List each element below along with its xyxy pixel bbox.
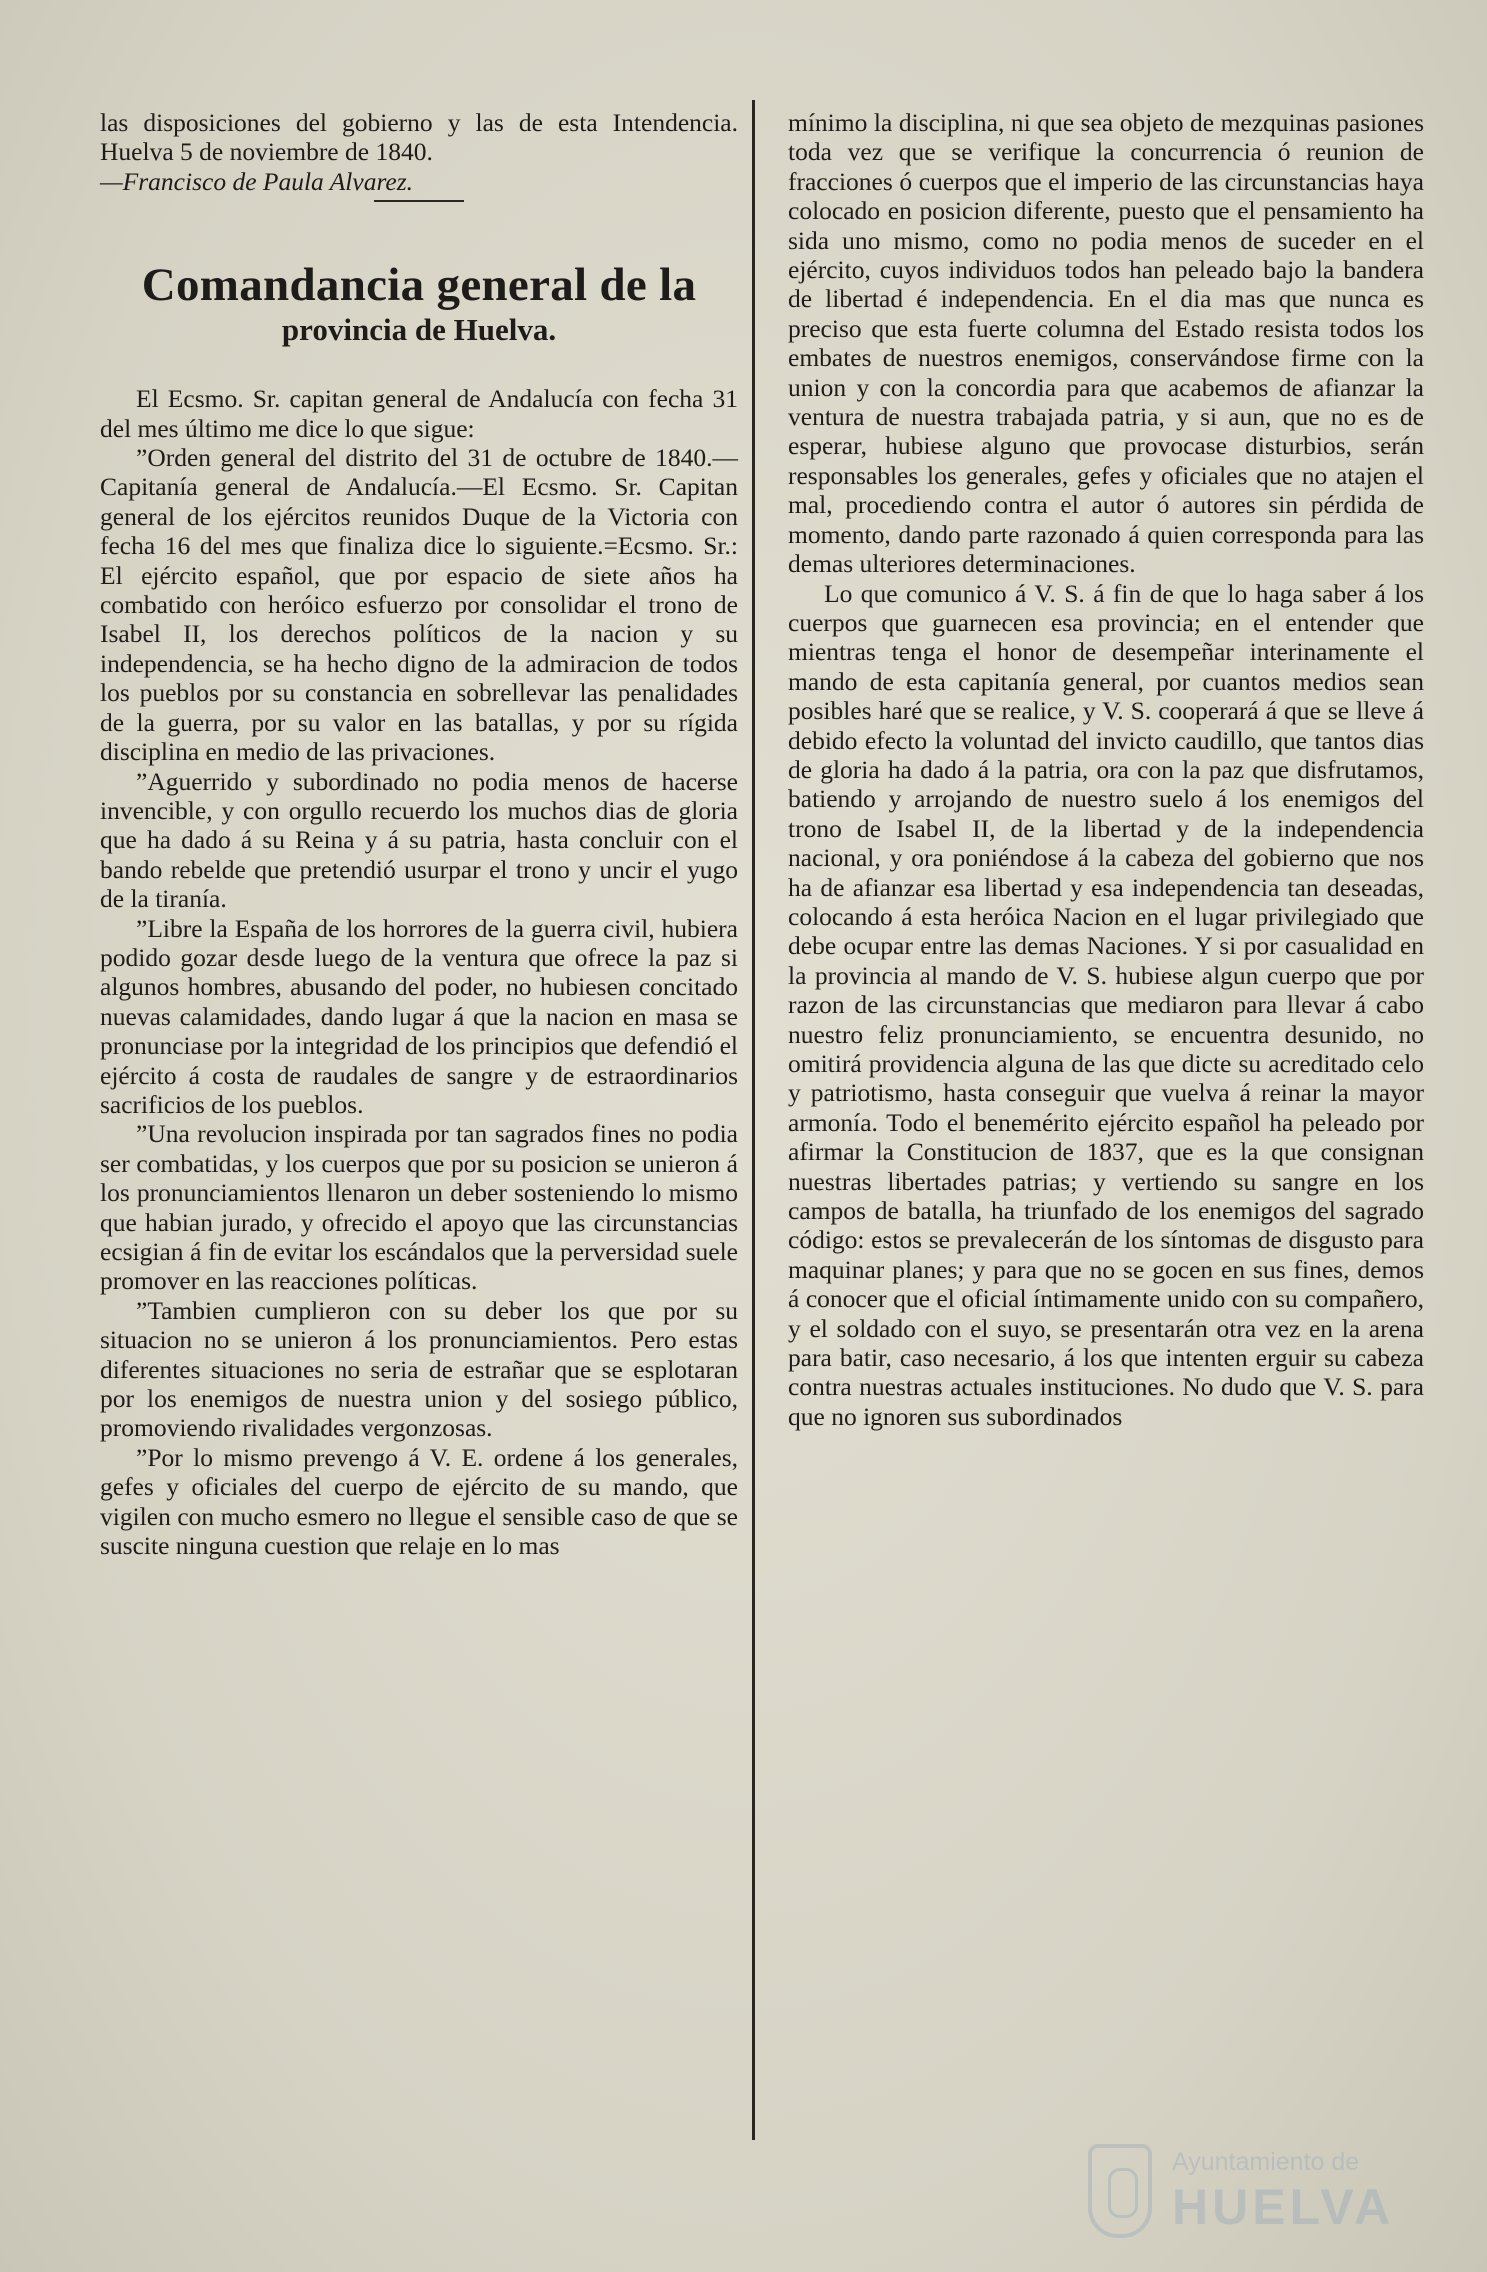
- paragraph: ”Por lo mismo prevengo á V. E. ordene á los generales, gefes y oficiales del cuerpo de ejército de su mando, que vigilen con mucho esmero no llegue el sensible caso de que se suscite ninguna cuestion que relaje en lo mas: [100, 1442, 738, 1561]
- signature: —Francisco de Paula Alvarez.: [100, 166, 414, 196]
- left-column: [100, 108, 738, 1560]
- headline-title: Comandancia general de la: [141, 259, 697, 312]
- section-divider: [374, 200, 464, 202]
- paragraph: ”Libre la España de los horrores de la guerra civil, hubiera podido gozar desde luego de la ventura que ofrece la paz si algunos hombres, abusando del poder, no hubiesen concitado nuevas calamidades, dando lugar á que la nacion en masa se pronunciase por la integridad de los principios que defendió el ejército á costa de raudales de sangre y de estraordinarios sacrificios de los pueblos.: [100, 913, 738, 1119]
- intro-text: las disposiciones del gobierno y las de esta Intendencia. Huelva 5 de noviembre de 1840.: [100, 108, 738, 167]
- section-headline: [100, 258, 738, 348]
- paragraph: ”Orden general del distrito del 31 de octubre de 1840.—Capitanía general de Andalucía.—El Ecsmo. Sr. Capitan general de los ejércitos reunidos Duque de la Victoria con fecha 16 del mes que finaliza dice lo siguiente.=Ecsmo. Sr.: El ejército español, que por espacio de siete años ha combatido con heróico esfuerzo por consolidar el trono de Isabel II, los derechos políticos de la nacion y su independencia, se ha hecho digno de la admiracion de todos los pueblos por su constancia en sobrellevar las penalidades de la guerra, por su valor en las batallas, y por su rígida disciplina en medio de las privaciones.: [100, 443, 738, 767]
- shield-icon: [1088, 2144, 1152, 2238]
- paragraph: ”Aguerrido y subordinado no podia menos de hacerse invencible, y con orgullo recuerdo los muchos dias de gloria que ha dado á su Reina y á su patria, hasta concluir con el bando rebelde que pretendió usurpar el trono y uncir el yugo de la tiranía.: [100, 766, 738, 914]
- watermark-line1: Ayuntamiento de: [1172, 2148, 1360, 2176]
- headline-subtitle: provincia de Huelva.: [281, 312, 557, 348]
- watermark-line2: HUELVA: [1172, 2179, 1395, 2235]
- paragraph: Lo que comunico á V. S. á fin de que lo haga saber á los cuerpos que guarnecen esa provincia; en el entender que mientras tenga el honor de desempeñar interinamente el mando de esta capitanía general, por cuantos medios sean posibles haré que se realice, y V. S. cooperará á que se lleve á debido efecto la voluntad del invicto caudillo, que tantos dias de gloria ha dado á la patria, ora con la paz que disfrutamos, batiendo y arrojando de nuestro suelo á los enemigos del trono de Isabel II, de la libertad y de la independencia nacional, y ora poniéndose á la cabeza del gobierno que nos ha de afianzar esa libertad y esa independencia tan deseadas, colocando á esta heróica Nacion en el lugar privilegiado que debe ocupar entre las demas Naciones. Y si por casualidad en la provincia al mando de V. S. hubiese algun cuerpo que por razon de las circunstancias que mediaron para llevar á cabo nuestro feliz pronunciamiento, se encuentra desunido, no omitirá providencia alguna de las que dicte su acreditado celo y patriotismo, hasta conseguir que vuelva á reinar la mayor armonía. Todo el benemérito ejército español ha peleado por afirmar la Constitucion de 1837, que es la que consignan nuestras libertades patrias; y vertiendo su sangre en los campos de batalla, ha triunfado de los enemigos del sagrado código: estos se prevalecerán de los síntomas de disgusto para maquinar planes; y para que no se gocen en sus fines, demos á conocer que el oficial íntimamente unido con su compañero, y el soldado con el suyo, se presentarán otra vez en la arena para batir, caso necesario, á los que intenten erguir su cabeza contra nuestras actuales instituciones. No dudo que V. S. para que no ignoren sus subordinados: [788, 578, 1424, 1431]
- archive-watermark: [1088, 2140, 1418, 2250]
- paragraph: ”Tambien cumplieron con su deber los que por su situacion no se unieron á los pronunciamientos. Pero estas diferentes situaciones no seria de estrañar que se esplotaran por los enemigos de nuestra union y del sosiego público, promoviendo rivalidades vergonzosas.: [100, 1295, 738, 1443]
- column-rule: [752, 100, 755, 2140]
- paragraph: ”Una revolucion inspirada por tan sagrados fines no podia ser combatidas, y los cuerpos que por su posicion se unieron á los pronunciamientos llenaron un deber sosteniendo lo mismo que habian jurado, y ofrecido el apoyo que las circunstancias ecsigian á fin de evitar los escándalos que la perversidad suele promover en las reacciones políticas.: [100, 1119, 738, 1296]
- paragraph: El Ecsmo. Sr. capitan general de Andalucía con fecha 31 del mes último me dice lo que sigue:: [100, 384, 738, 443]
- paragraph: mínimo la disciplina, ni que sea objeto de mezquinas pasiones toda vez que se verifique la concurrencia ó reunion de fracciones ó cuerpos que el imperio de las circunstancias haya colocado en posicion diferente, puesto que el pensamiento ha sida uno mismo, como no podia menos de suceder en el ejército, cuyos individuos todos han peleado bajo la bandera de libertad é independencia. En el dia mas que nunca es preciso que esta fuerte columna del Estado resista todos los embates de nuestros enemigos, conservándose firme con la union y con la concordia para que acabemos de afianzar la ventura de nuestra trabajada patria, y si aun, que no es de esperar, hubiese alguno que provocase disturbios, serán responsables los generales, gefes y oficiales que no atajen el mal, procediendo contra el autor ó autores sin pérdida de momento, dando parte razonado á quien corresponda para las demas ulteriores determinaciones.: [788, 108, 1424, 579]
- right-column: [788, 108, 1424, 1431]
